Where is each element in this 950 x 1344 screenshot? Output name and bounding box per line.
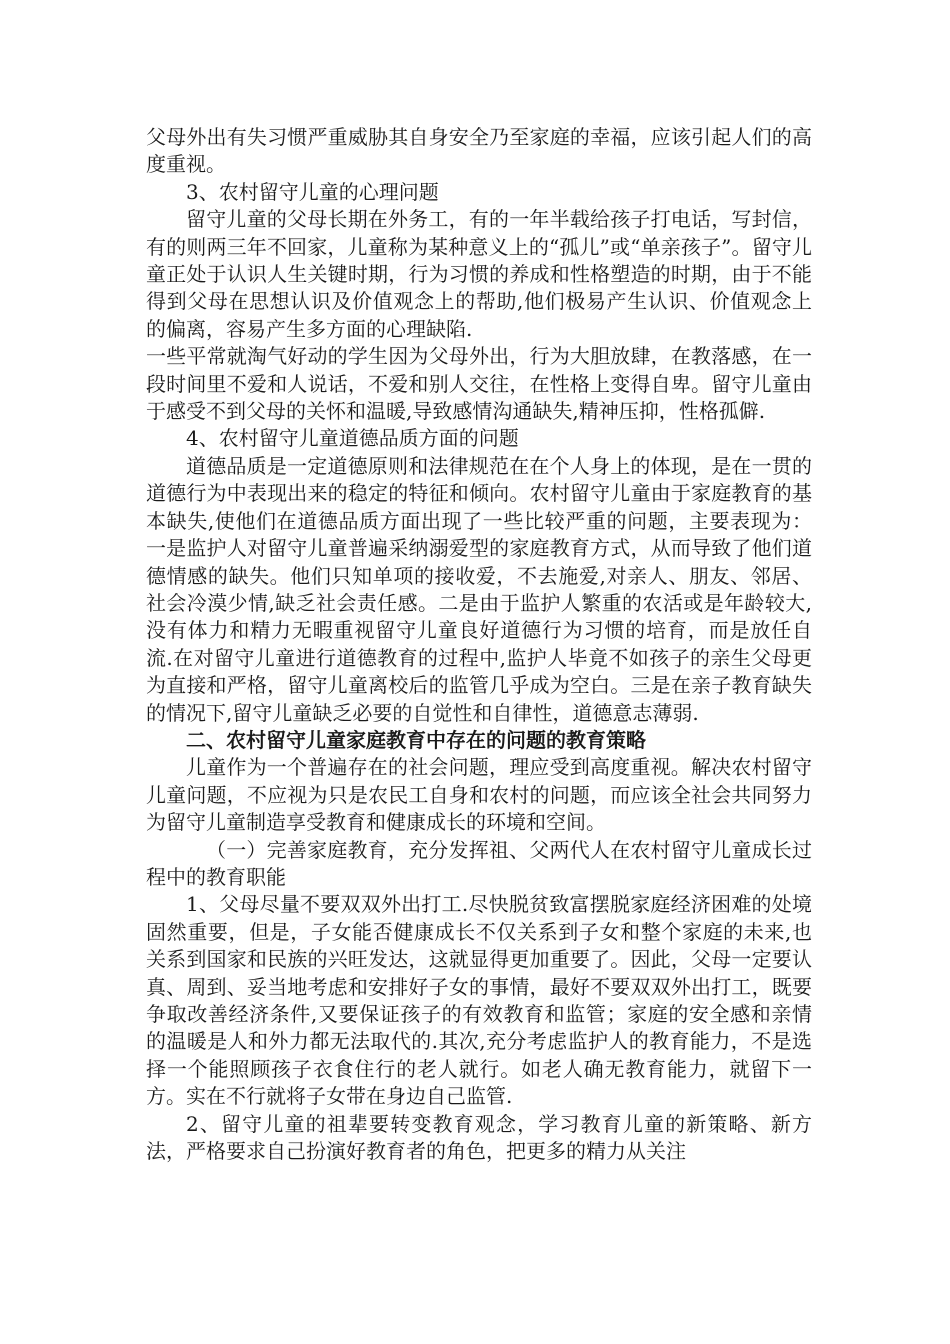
paragraph-continuation: 父母外出有失习惯严重威胁其自身安全乃至家庭的幸福，应该引起人们的高度重视。	[146, 125, 812, 177]
section-heading-strategies: 二、农村留守儿童家庭教育中存在的问题的教育策略	[186, 727, 646, 752]
paragraph-parents-work: 1、父母尽量不要双双外出打工.尽快脱贫致富摆脱家庭经济困难的处境固然重要，但是，子女能否健康成长不仅关系到子女和整个家庭的未来,也关系到国家和民族的兴旺发达，这就显得更加重要了。因此，父母一定要认真、周到、妥当地考虑和安排好子女的事情，最好不要双双外出打工，既要争取改善经济条件,又要保证孩子的有效教育和监管；家庭的安全感和亲情的温暖是人和外力都无法取代的.其次,充分考虑监护人的教育能力，不是选择一个能照顾孩子衣食住行的老人就行。如老人确无教育能力，就留下一方。实在不行就将子女带在身边自己监管.	[146, 892, 812, 1109]
paragraph-psychological-problems: 留守儿童的父母长期在外务工，有的一年半载给孩子打电话，写封信，有的则两三年不回家，儿童称为某种意义上的“孤儿”或“单亲孩子”。留守儿童正处于认识人生关键时期，行为习惯的养成和性格塑造的时期，由于不能得到父母在思想认识及价值观念上的帮助,他们极易产生认识、价值观念上的偏离，容易产生多方面的心理缺陷.	[146, 207, 812, 341]
document-body	[146, 124, 812, 1165]
heading-moral-problems: 4、农村留守儿童道德品质方面的问题	[186, 426, 519, 451]
paragraph-grandparents: 2、留守儿童的祖辈要转变教育观念，学习教育儿童的新策略、新方法，严格要求自己扮演好教育者的角色，把更多的精力从关注	[146, 1111, 812, 1164]
paragraph-behavior: 一些平常就淘气好动的学生因为父母外出，行为大胆放肆，在教落感，在一段时间里不爱和人说话，不爱和别人交往，在性格上变得自卑。留守儿童由于感受不到父母的关怀和温暖,导致感情沟通缺失,精神压抑，性格孤僻.	[146, 344, 812, 424]
heading-psychological-problems: 3、农村留守儿童的心理问题	[186, 179, 439, 204]
paragraph-moral-problems: 道德品质是一定道德原则和法律规范在在个人身上的体现，是在一贯的道德行为中表现出来的稳定的特征和倾向。农村留守儿童由于家庭教育的基本缺失,使他们在道德品质方面出现了一些比较严重的问题，主要表现为：一是监护人对留守儿童普遍采纳溺爱型的家庭教育方式，从而导致了他们道德情感的缺失。他们只知单项的接收爱，不去施爱,对亲人、朋友、邻居、社会冷漠少情,缺乏社会责任感。二是由于监护人繁重的农活或是年龄较大,没有体力和精力无暇重视留守儿童良好道德行为习惯的培育，而是放任自流.在对留守儿童进行道德教育的过程中,监护人毕竟不如孩子的亲生父母更为直接和严格，留守儿童离校后的监管几乎成为空白。三是在亲子教育缺失的情况下,留守儿童缺乏必要的自觉性和自律性，道德意志薄弱.	[146, 453, 812, 725]
paragraph-strategies-intro: 儿童作为一个普遍存在的社会问题，理应受到高度重视。解决农村留守儿童问题，不应视为只是农民工自身和农村的问题，而应该全社会共同努力为留守儿童制造享受教育和健康成长的环境和空间。	[146, 755, 812, 835]
subheading-family-education: （一）完善家庭教育，充分发挥祖、父两代人在农村留守儿童成长过程中的教育职能	[146, 837, 812, 889]
